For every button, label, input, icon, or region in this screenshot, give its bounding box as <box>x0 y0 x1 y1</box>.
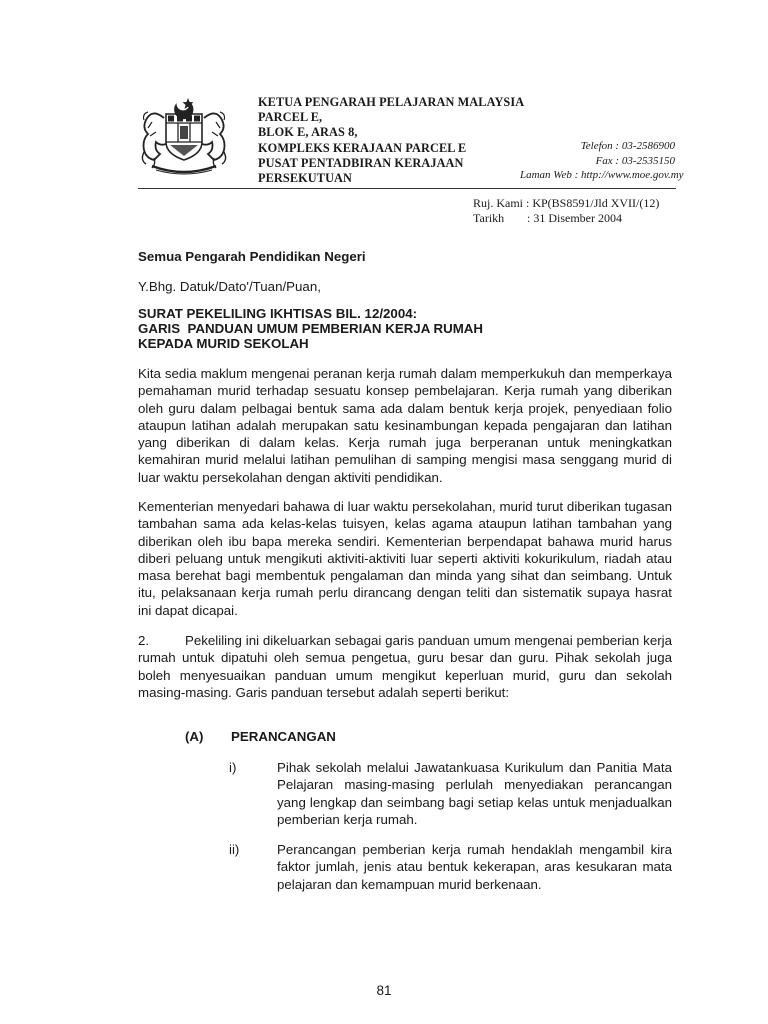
list-numeral: i) <box>229 760 237 775</box>
subject-line: SURAT PEKELILING IKHTISAS BIL. 12/2004: <box>138 306 418 321</box>
address-line: BLOK E, ARAS 8, <box>258 125 358 140</box>
subject-line: KEPADA MURID SEKOLAH <box>138 336 309 351</box>
section-title: PERANCANGAN <box>231 729 336 744</box>
address-line: KETUA PENGARAH PELAJARAN MALAYSIA <box>258 95 525 109</box>
reference-line <box>473 196 659 211</box>
website: Laman Web : http://www.moe.gov.my <box>520 169 684 181</box>
reference-value: KP(BS8591/Jld XVII/(12) <box>532 196 660 210</box>
section-a-heading <box>185 728 336 745</box>
address-line: PARCEL E, <box>258 110 323 125</box>
list-item <box>229 841 672 893</box>
date-label: Tarikh <box>473 210 505 225</box>
subject-line: GARIS PANDUAN UMUM PEMBERIAN KERJA RUMAH <box>138 321 483 336</box>
list-item <box>229 759 672 828</box>
list-item-text: Pihak sekolah melalui Jawatankuasa Kurikulum dan Panitia Mata Pelajaran masing-masing perlulah menyediakan perancangan yang lengkap dan seimbang bagi setiap kelas untuk menjadualkan pemberian kerja rumah. <box>277 760 672 827</box>
address-line: KOMPLEKS KERAJAAN PARCEL E <box>258 140 467 155</box>
reference-label: Ruj. Kami : <box>473 196 530 210</box>
address-line: PUSAT PENTADBIRAN KERAJAAN <box>258 155 464 170</box>
paragraph-number: 2. <box>138 633 150 648</box>
fax: Fax : 03-2535150 <box>595 154 675 167</box>
reference-block <box>473 196 659 225</box>
recipient: Semua Pengarah Pendidikan Negeri <box>138 249 366 264</box>
subject-heading <box>138 306 672 351</box>
address-line: PERSEKUTUAN <box>258 171 353 186</box>
paragraph-1: Kita sedia maklum mengenai peranan kerja rumah dalam memperkukuh dan memperkaya pemahaman murid terhadap sesuatu konsep pembelajaran. Kerja rumah yang diberikan oleh guru dalam pelbagai bentuk sama ada dalam bentuk kerja projek, penyediaan folio ataupun latihan adalah merupakan satu kesinambungan kepada pengajaran dan latihan yang diberikan di dalam kelas. Kerja rumah juga berperanan untuk meningkatkan kemahiran murid melalui latihan pemulihan di samping mengisi masa senggang murid di luar waktu persekolahan dengan aktiviti pendidikan. <box>138 366 672 485</box>
section-letter: (A) <box>185 729 204 744</box>
paragraph-3 <box>138 632 672 701</box>
salutation: Y.Bhg. Datuk/Dato'/Tuan/Puan, <box>138 279 321 294</box>
list-item-text: Perancangan pemberian kerja rumah hendaklah mengambil kira faktor jumlah, jenis atau bentuk kekerapan, aras kesukaran mata pelajaran dan kemampuan murid berkenaan. <box>277 842 672 892</box>
letterhead-address <box>258 95 524 186</box>
telephone: Telefon : 03-2586900 <box>580 140 675 152</box>
date-line <box>473 211 659 226</box>
paragraph-2: Kementerian menyedari bahawa di luar waktu persekolahan, murid turut diberikan tugasan tambahan sama ada kelas-kelas tuisyen, kelas agama ataupun latihan tambahan yang diberikan oleh ibu bapa mereka sendiri. Kementerian berpendapat bahawa murid harus diberi peluang untuk mengikuti aktiviti-aktiviti luar seperti aktiviti kokurikulum, riadah atau masa berehat bagi membentuk pengalaman dan minda yang sihat dan seimbang. Untuk itu, pelaksanaan kerja rumah perlu dirancang dengan teliti dan sistematik supaya hasrat ini dapat dicapai. <box>138 499 672 618</box>
paragraph-3-text: Pekeliling ini dikeluarkan sebagai garis panduan umum mengenai pemberian kerja rumah untuk dipatuhi oleh semua pengetua, guru besar dan guru. Pihak sekolah juga boleh menyesuaikan panduan umum mengikut keperluan murid, guru dan sekolah masing-masing. Garis panduan tersebut adalah seperti berikut: <box>138 633 672 700</box>
letterhead-divider <box>138 188 676 189</box>
malaysia-coat-of-arms-logo <box>130 92 238 176</box>
date-value: : 31 Disember 2004 <box>527 210 622 225</box>
letterhead-contact <box>520 139 684 183</box>
list-numeral: ii) <box>229 842 240 857</box>
page-number: 81 <box>376 983 392 998</box>
